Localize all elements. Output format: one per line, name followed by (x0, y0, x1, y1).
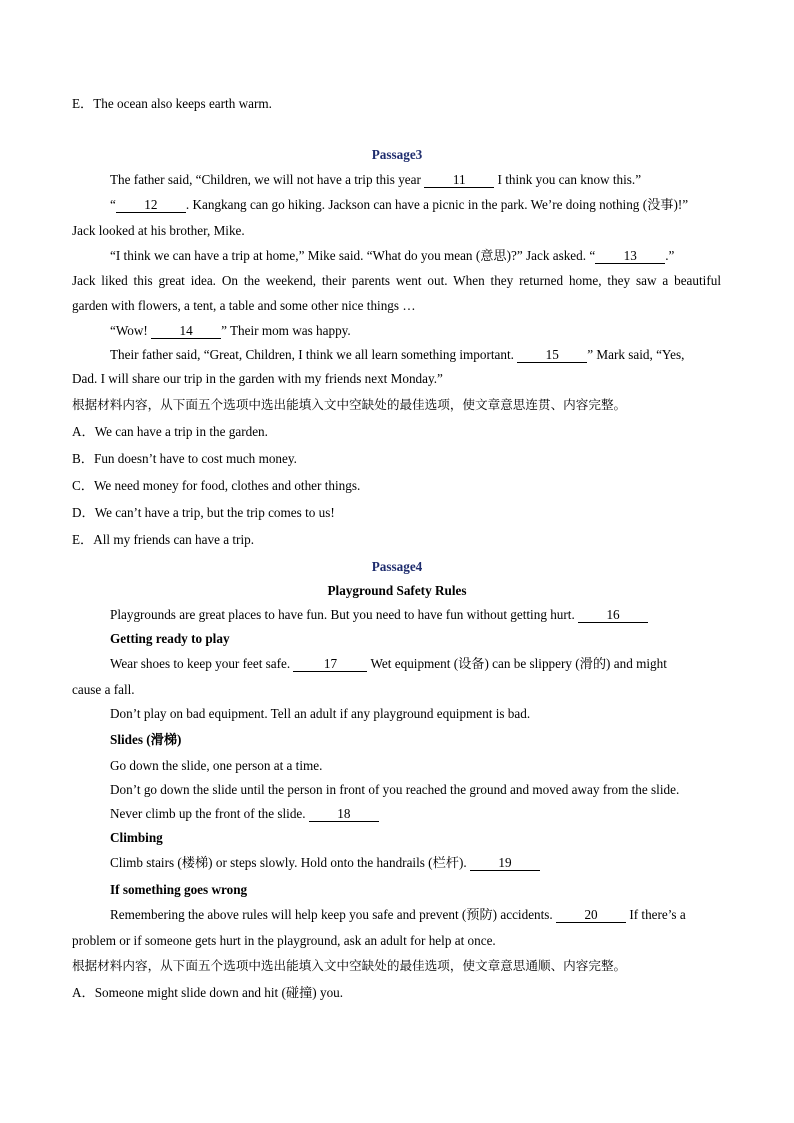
passage4-para-4: Go down the slide, one person at a time. (110, 758, 323, 773)
passage3-option-a: A．We can have a trip in the garden. (72, 424, 268, 439)
passage3-line-6: garden with flowers, a tent, a table and some other nice things … (72, 298, 416, 313)
text: .” (665, 248, 675, 263)
passage4-para-8 (110, 907, 721, 923)
passage3-line-3: Jack looked at his brother, Mike. (72, 223, 245, 238)
text: I think you can know this.” (494, 172, 642, 187)
heading-something-wrong: If something goes wrong (110, 882, 248, 897)
blank-19: 19 (470, 856, 540, 871)
passage4-para-5: Don’t go down the slide until the person in front of you reached the ground and moved away from the slide. (110, 782, 680, 797)
heading-getting-ready: Getting ready to play (110, 631, 230, 646)
passage3-line-8 (110, 347, 721, 363)
text: ” Their mom was happy. (221, 323, 351, 338)
heading-slides: Slides (滑梯) (110, 732, 182, 747)
passage3-line-9: Dad. I will share our trip in the garden with my friends next Monday.” (72, 371, 443, 386)
passage4-instruction: 根据材料内容，从下面五个选项中选出能填入文中空缺处的最佳选项，使文章意思通顺、内容完整。 (72, 958, 627, 973)
blank-20: 20 (556, 908, 626, 923)
passage3-line-5: Jack liked this great idea. On the weekend, their parents went out. When they returned home, they saw a beautiful (72, 273, 721, 288)
passage3-option-e: E．All my friends can have a trip. (72, 532, 255, 547)
passage4-para-6 (110, 806, 379, 822)
passage4-para-7 (110, 855, 540, 871)
text: Remembering the above rules will help keep you safe and prevent (预防) accidents. (110, 907, 557, 922)
passage4-title: Passage4 (371, 559, 423, 574)
passage3-title: Passage3 (371, 147, 423, 162)
passage4-para-3: Don’t play on bad equipment. Tell an adult if any playground equipment is bad. (110, 706, 531, 721)
text: . Kangkang can go hiking. Jackson can have a picnic in the park. We’re doing nothing (没事)!” (185, 197, 689, 212)
text: “ (110, 197, 116, 212)
option-e-passage2: E．The ocean also keeps earth warm. (72, 96, 272, 111)
passage3-line-1 (110, 172, 641, 188)
passage3-line-2 (110, 197, 688, 213)
text: Playgrounds are great places to have fun. But you need to have fun without getting hurt. (110, 607, 579, 622)
passage4-subtitle: Playground Safety Rules (327, 583, 467, 598)
passage4-para-8-cont: problem or if someone gets hurt in the playground, ask an adult for help at once. (72, 933, 496, 948)
text: ” Mark said, “Yes, (587, 347, 685, 362)
blank-17: 17 (293, 657, 367, 672)
text: Never climb up the front of the slide. (110, 806, 309, 821)
blank-15: 15 (517, 348, 587, 363)
text: The father said, “Children, we will not have a trip this year (110, 172, 425, 187)
text: Wet equipment (设备) can be slippery (滑的) and might (367, 656, 667, 671)
blank-14: 14 (151, 324, 221, 339)
blank-13: 13 (595, 249, 665, 264)
blank-11: 11 (424, 173, 494, 188)
passage4-para-2-cont: cause a fall. (72, 682, 135, 697)
passage3-line-4 (110, 248, 674, 264)
text: Climb stairs (楼梯) or steps slowly. Hold onto the handrails (栏杆). (110, 855, 470, 870)
passage4-option-a: A．Someone might slide down and hit (碰撞) you. (72, 985, 344, 1000)
blank-18: 18 (309, 807, 379, 822)
text: “Wow! (110, 323, 152, 338)
text: Their father said, “Great, Children, I think we all learn something important. (110, 347, 518, 362)
passage4-para-2 (110, 656, 667, 672)
passage3-instruction: 根据材料内容，从下面五个选项中选出能填入文中空缺处的最佳选项，使文章意思连贯、内容完整。 (72, 397, 627, 412)
text: If there’s a (626, 907, 686, 922)
passage3-option-b: B．Fun doesn’t have to cost much money. (72, 451, 297, 466)
passage3-line-7 (110, 323, 351, 339)
text: “I think we can have a trip at home,” Mike said. “What do you mean (意思)?” Jack asked. “ (110, 248, 596, 263)
passage3-option-d: D．We can’t have a trip, but the trip comes to us! (72, 505, 335, 520)
blank-16: 16 (578, 608, 648, 623)
blank-12: 12 (116, 198, 186, 213)
heading-climbing: Climbing (110, 830, 163, 845)
passage4-para-1 (110, 607, 648, 623)
passage3-option-c: C．We need money for food, clothes and other things. (72, 478, 361, 493)
text: Wear shoes to keep your feet safe. (110, 656, 294, 671)
